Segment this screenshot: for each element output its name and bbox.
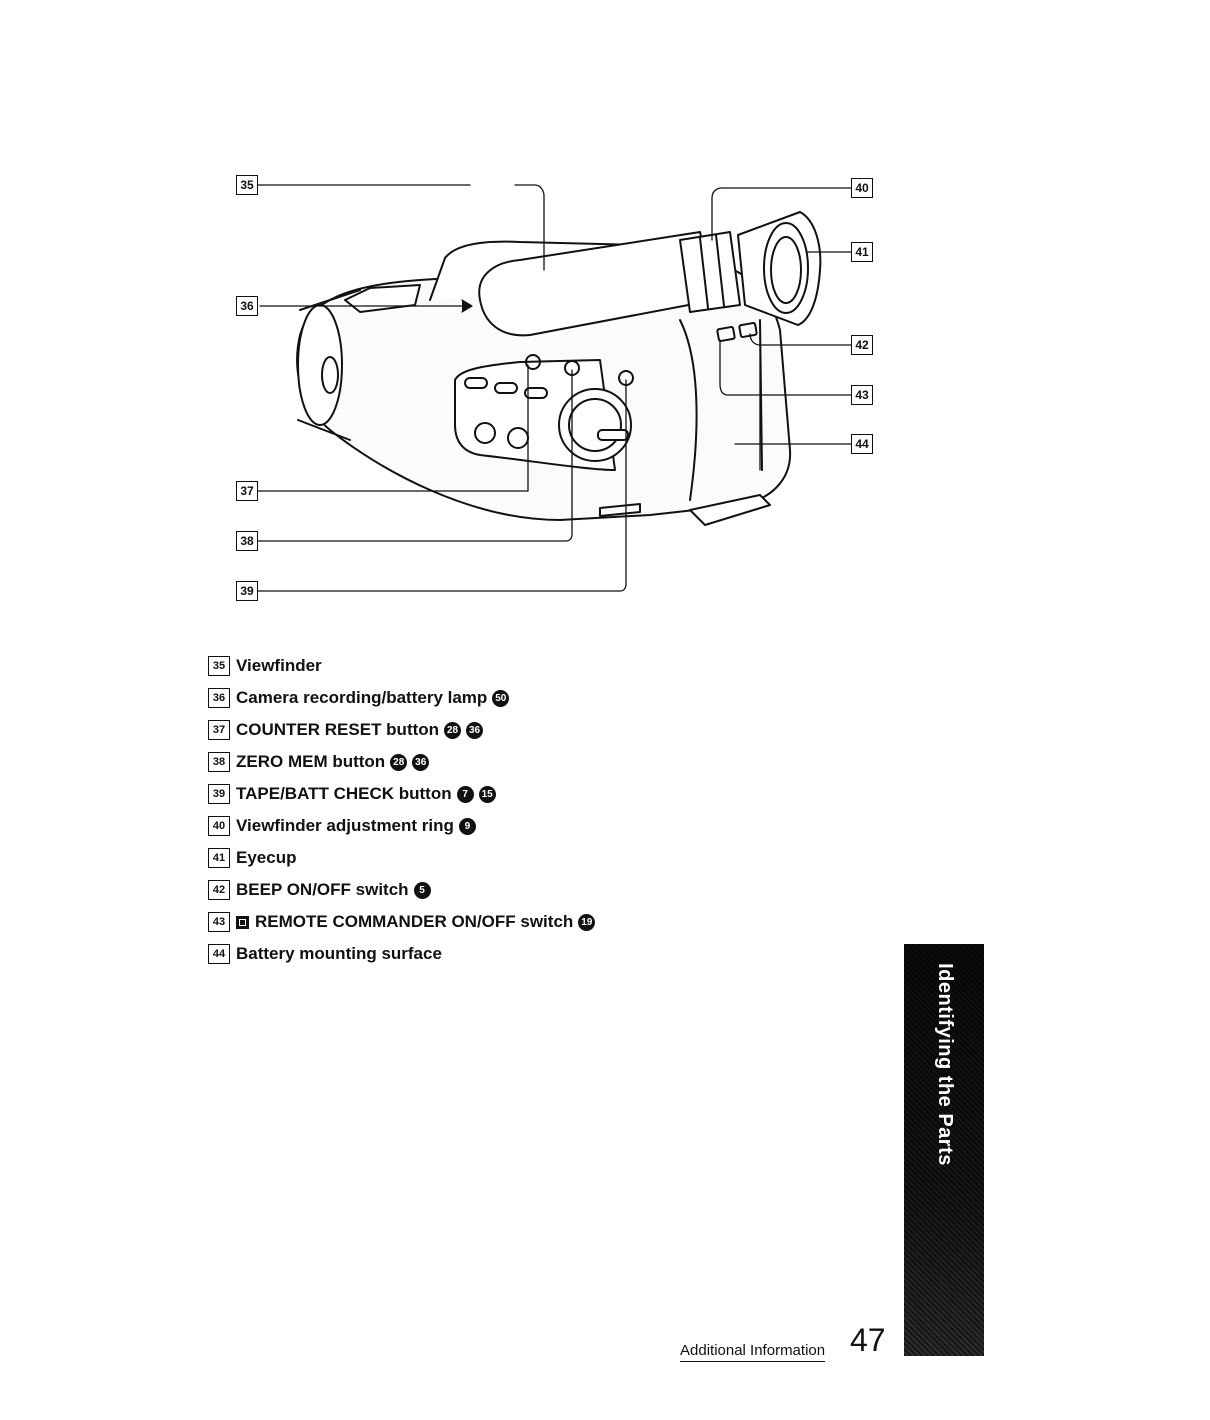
legend-label: Battery mounting surface: [236, 944, 442, 963]
page-ref-badge: 36: [412, 754, 429, 771]
legend-item-36: [208, 682, 595, 714]
legend-item-42: [208, 874, 595, 906]
legend-label: Viewfinder adjustment ring: [236, 816, 454, 835]
remote-commander-icon: [236, 916, 249, 929]
legend-label: ZERO MEM button: [236, 752, 386, 771]
legend-number: 39: [208, 784, 230, 804]
callout-39: 39: [236, 581, 258, 601]
page-ref-badge: 28: [390, 754, 407, 771]
page-ref-badge: 15: [479, 786, 496, 803]
page-ref-badge: 7: [457, 786, 474, 803]
legend-item-43: [208, 906, 595, 938]
legend-number: 37: [208, 720, 230, 740]
legend-label: COUNTER RESET button: [236, 720, 440, 739]
legend-item-40: [208, 810, 595, 842]
page-ref-badge: 5: [414, 882, 431, 899]
legend-item-38: [208, 746, 595, 778]
legend-number: 36: [208, 688, 230, 708]
legend-label: BEEP ON/OFF switch: [236, 880, 409, 899]
parts-legend: [208, 650, 595, 970]
legend-item-37: [208, 714, 595, 746]
legend-item-41: [208, 842, 595, 874]
page-ref-badge: 28: [444, 722, 461, 739]
page-number: 47: [850, 1322, 886, 1358]
section-side-tab: [904, 944, 984, 1356]
legend-label: Viewfinder: [236, 656, 322, 675]
legend-number: 44: [208, 944, 230, 964]
callout-42: 42: [851, 335, 873, 355]
viewfinder-ring: [680, 232, 740, 312]
legend-label: Camera recording/battery lamp: [236, 688, 488, 707]
page-ref-badge: 36: [466, 722, 483, 739]
legend-label: Eyecup: [236, 848, 297, 867]
callout-41: 41: [851, 242, 873, 262]
legend-number: 38: [208, 752, 230, 772]
legend-item-35: [208, 650, 595, 682]
callout-38: 38: [236, 531, 258, 551]
legend-number: 40: [208, 816, 230, 836]
callout-40: 40: [851, 178, 873, 198]
legend-item-39: [208, 778, 595, 810]
legend-number: 41: [208, 848, 230, 868]
legend-number: 42: [208, 880, 230, 900]
callout-37: 37: [236, 481, 258, 501]
callout-44: 44: [851, 434, 873, 454]
footer-section-title: Additional Information: [680, 1342, 825, 1362]
legend-item-44: [208, 938, 595, 970]
side-tab-label: Identifying the Parts: [933, 962, 956, 1166]
legend-label: REMOTE COMMANDER ON/OFF switch: [255, 912, 574, 931]
page-ref-badge: 9: [459, 818, 476, 835]
callout-35: 35: [236, 175, 258, 195]
legend-number: 35: [208, 656, 230, 676]
lens: [298, 305, 342, 425]
legend-label: TAPE/BATT CHECK button: [236, 784, 452, 803]
page-ref-badge: 50: [492, 690, 509, 707]
camcorder-illustration: [0, 0, 1210, 640]
page-ref-badge: 19: [578, 914, 595, 931]
callout-36: 36: [236, 296, 258, 316]
callout-43: 43: [851, 385, 873, 405]
legend-number: 43: [208, 912, 230, 932]
